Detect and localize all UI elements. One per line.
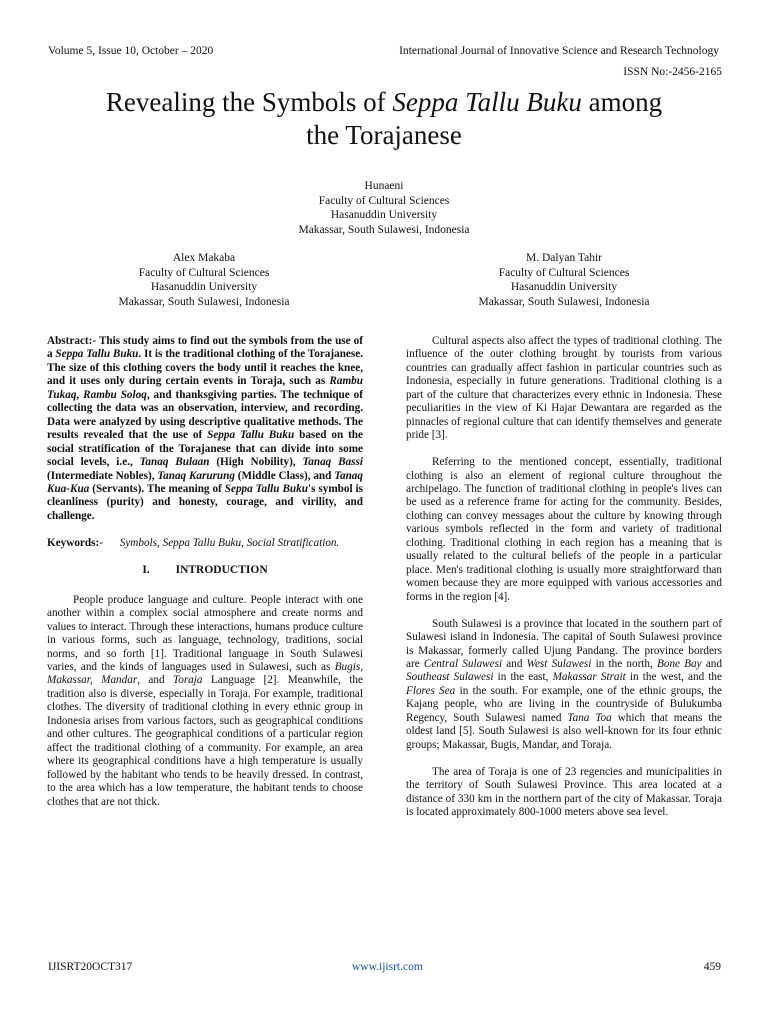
title-line-2: the Torajanese [306,120,462,150]
author-location: Makassar, South Sulawesi, Indonesia [298,223,470,236]
author-name: Alex Makaba [172,252,236,264]
issn: ISSN No:-2456-2165 [623,66,722,78]
author-block-first [234,179,534,237]
title-text: among [581,87,663,117]
author-block-right [414,251,714,309]
paragraph-regional-culture: Referring to the mentioned concept, essentially, traditional clothing is also an element of regional culture throughout the archipelago. The function of traditional clothing in people's lives can be used as a reference frame for acting for the community. Besides, clothing can convey messages about the culture by knowing through various symbols reflected in the form and variety of traditional clothing. Traditional clothing in each region has a meaning that is usually related to the cultural beliefs of the people in a particular place. Men's traditional clothing is usually more straightforward than women because they are more equipped with various accessories and forms in the region [4]. [406,456,722,603]
author-name: M. Dalyan Tahir [526,252,602,264]
author-university: Hasanuddin University [510,281,618,293]
author-location: Makassar, South Sulawesi, Indonesia [118,295,290,308]
left-column [47,335,363,809]
author-faculty: Faculty of Cultural Sciences [498,266,630,279]
keywords: Keywords:- Symbols, Seppa Tallu Buku, Social Stratification. [47,536,340,549]
author-block-left [54,251,354,309]
section-heading-introduction: I. INTRODUCTION [142,564,268,577]
volume-info: Volume 5, Issue 10, October – 2020 [48,45,214,57]
author-faculty: Faculty of Cultural Sciences [138,266,270,279]
author-faculty: Faculty of Cultural Sciences [318,194,450,207]
paper-title [40,86,728,152]
paragraph-toraja-area: The area of Toraja is one of 23 regencies and municipalities in the territory of South Sulawesi Province. This area located at a distance of 330 km in the northern part of the city of Makassar. Toraja is located approximately 800-1000 meters above sea level. [406,765,722,818]
right-column [406,335,722,819]
title-italic: Seppa Tallu Buku [392,87,582,117]
author-university: Hasanuddin University [330,209,438,221]
author-university: Hasanuddin University [150,281,258,293]
author-location: Makassar, South Sulawesi, Indonesia [478,295,650,308]
journal-url-link[interactable]: www.ijisrt.com [352,961,423,973]
title-text: Revealing the Symbols of [105,87,393,117]
page-number: 459 [703,961,721,973]
paragraph-cultural-aspects: Cultural aspects also affect the types of traditional clothing. The influence of the outer clothing brought by tourists from various countries can gradually affect fashion in particular countries such as Indonesia, especially in future generations. Traditional clothing is a part of the culture that characterizes every ethnic in Indonesia. These peculiarities in the view of Ki Hajar Dewantara are regarded as the pinnacles of regional culture that can identify themselves and generate pride [3]. [406,335,722,442]
author-name: Hunaeni [364,180,404,192]
intro-paragraph: People produce language and culture. People interact with one another within a complex social atmosphere and create norms and values to interact. Through these interactions, humans produce culture in various forms, such as language, technology, traditions, social norms, and so forth [1]. Traditional language in South Sulawesi varies, and the kinds of languages used in Sulawesi, such as Bugis, Makassar, Mandar, and Toraja Language [2]. Meanwhile, the tradition also is diverse, especially in Toraja. For example, traditional clothes. The diversity of traditional clothing in every ethnic group in Indonesia arises from various factors, such as geographical conditions and other cultures. The geographical conditions of a particular region affect the traditional clothing of a community. For example, an area where its geographical conditions have a high temperature is usually followed by the habitant who tends to be heavily dressed. In contrast, to the area which has a low temperature, the habitant tends to choose clothes that are not thick. [47,593,363,808]
abstract: Abstract:- This study aims to find out the symbols from the use of a Seppa Tallu Buku. It is the traditional clothing of the Torajanese. The size of this clothing covers the body until it reaches the knee, and it uses only during certain events in Toraja, such as Rambu Tukaq, Rambu Soloq, and thanksgiving parties. The technique of collecting the data was an observation, interview, and recording. Data were analyzed by using descriptive qualitative methods. The results revealed that the use of Seppa Tallu Buku based on the social stratification of the Torajanese that can divide into some social levels, i.e., Tanaq Bulaan (High Nobility), Tanaq Bassi (Intermediate Nobles), Tanaq Karurung (Middle Class), and Tanaq Kua-Kua (Servants). The meaning of Seppa Tallu Buku's symbol is cleanliness (purity) and honesty, courage, and virility, and challenge. [47,335,364,522]
paragraph-south-sulawesi: South Sulawesi is a province that located in the southern part of Sulawesi island in Indonesia. The capital of South Sulawesi province is Makassar, formerly called Ujung Pandang. The province borders are Central Sulawesi and West Sulawesi in the north, Bone Bay and Southeast Sulawesi in the east, Makassar Strait in the west, and the Flores Sea in the south. For example, one of the ethnic groups, the Kajang people, who are living in the countryside of Bulukumba Regency, South Sulawesi named Tana Toa which that means the oldest land [5]. South Sulawesi is also well-known for its four ethnic groups; Makassar, Bugis, Mandar, and Toraja. [406,617,722,751]
paper-code: IJISRT20OCT317 [48,961,133,973]
journal-name: International Journal of Innovative Science and Research Technology [399,45,719,57]
